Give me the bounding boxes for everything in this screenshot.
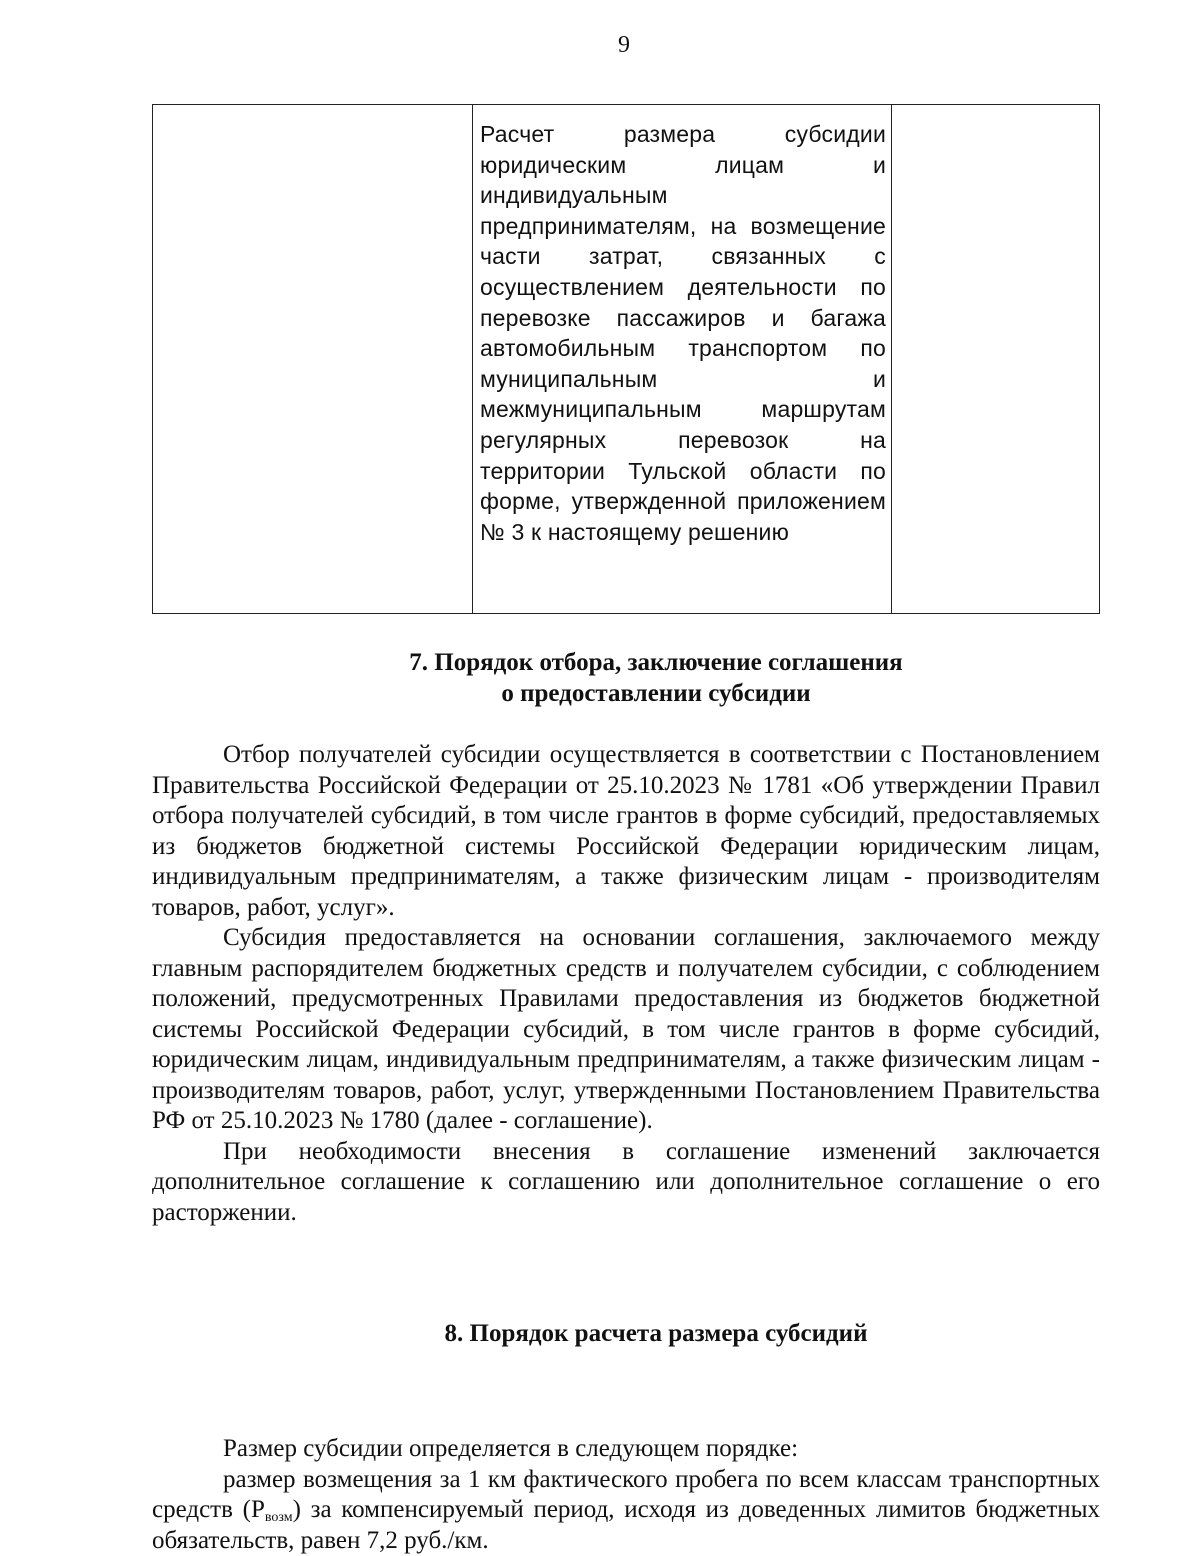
rate-text-before: размер возмещения за 1 км фактического пробега по всем классам транспортных средств (Р [152,1466,1100,1524]
section-7-body [152,740,1100,1228]
section-8-paragraph-rate [152,1465,1100,1556]
requirements-table [152,104,1100,614]
section-8-paragraph-intro: Размер субсидии определяется в следующем порядке: [152,1434,1100,1465]
section-7-heading-line-1: 7. Порядок отбора, заключение соглашения [212,647,1100,678]
rate-text-after: ) за компенсируемый период, исходя из доведенных лимитов бюджетных обязательств, равен 7,2 руб./км. [152,1496,1100,1554]
section-7-paragraph-selection: Отбор получателей субсидии осуществляется в соответствии с Постановлением Правительства Российской Федерации от 25.10.2023 № 1781 «Об утверждении Правил отбора получателей субсидий, в том числе грантов в форме субсидий, предоставляемых из бюджетов бюджетной системы Российской Федерации юридическим лицам, индивидуальным предпринимателям, а также физическим лицам - производителям товаров, работ, услуг». [152,740,1100,923]
rate-subscript: возм [265,1510,293,1525]
section-7-heading-line-2: о предоставлении субсидии [212,678,1100,709]
section-8-body [152,1434,1100,1556]
section-7-heading [152,647,1100,709]
table-cell-empty-left [153,105,473,613]
table-cell-text: Расчет размера субсидии юридическим лицам и индивидуальным предпринимателям, на возмещение части затрат, связанных с осуществлением деятельности по перевозке пассажиров и багажа автомобильным транспортом по муниципальным и межмуниципальным маршрутам регулярных перевозок на территории Тульской области по форме, утвержденной приложением № 3 к настоящему решению [480,119,886,547]
section-8-heading: 8. Порядок расчета размера субсидий [152,1318,1100,1349]
section-7-paragraph-agreement: Субсидия предоставляется на основании соглашения, заключаемого между главным распорядителем бюджетных средств и получателем субсидии, с соблюдением положений, предусмотренных Правилами предоставления из бюджетов бюджетной системы Российской Федерации субсидий, в том числе грантов в форме субсидий, юридическим лицам, индивидуальным предпринимателям, а также физическим лицам - производителям товаров, работ, услуг, утвержденными Постановлением Правительства РФ от 25.10.2023 № 1780 (далее - соглашение). [152,923,1100,1137]
table-cell-empty-right [892,105,1099,613]
table-cell-calculation-form [473,105,892,613]
section-7-paragraph-amendments: При необходимости внесения в соглашение изменений заключается дополнительное соглашение к соглашению или дополнительное соглашение о его расторжении. [152,1137,1100,1229]
page-number: 9 [0,32,1200,59]
